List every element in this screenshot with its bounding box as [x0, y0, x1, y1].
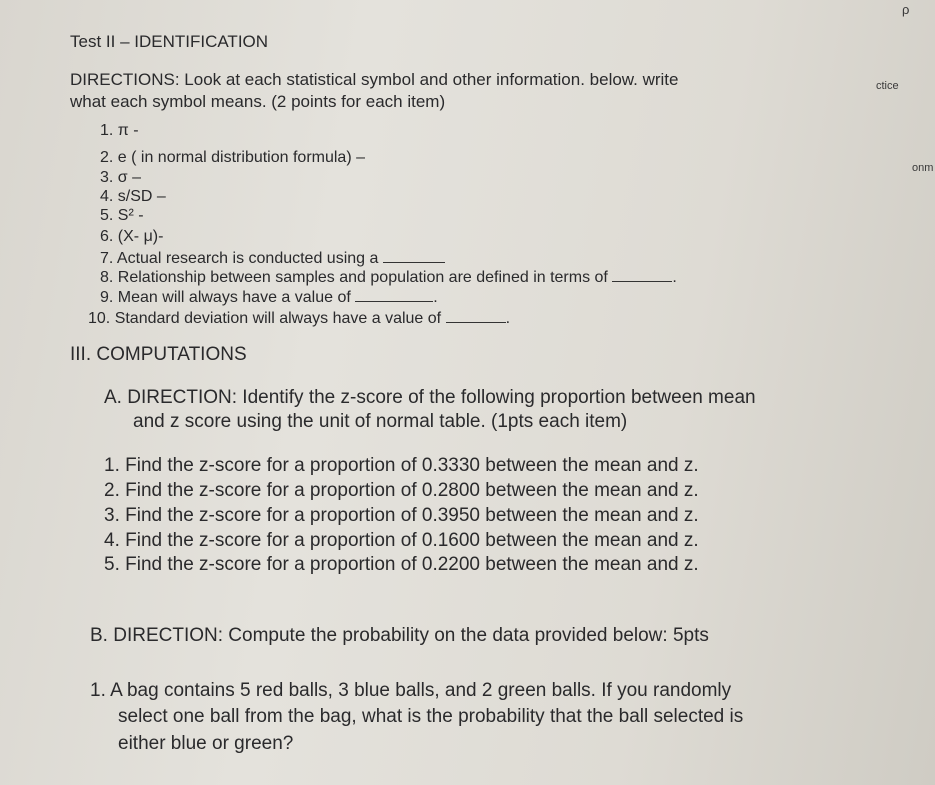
- sectionB-direction: B. DIRECTION: Compute the probability on the data provided below: 5pts: [90, 625, 709, 646]
- sectionA-item-3: 3. Find the z-score for a proportion of 0.3950 between the mean and z.: [104, 505, 699, 526]
- answer-blank-10[interactable]: [446, 310, 506, 323]
- test2-item-6: 6. (X- μ)-: [100, 228, 164, 245]
- test2-item-8-text: 8. Relationship between samples and population are defined in terms of: [100, 269, 608, 286]
- test3-heading: III. COMPUTATIONS: [70, 344, 247, 365]
- test2-item-8: [100, 269, 677, 287]
- sectionA-direction-line1: A. DIRECTION: Identify the z-score of the following proportion between mean: [104, 387, 756, 408]
- test2-item-8-period: .: [672, 269, 677, 286]
- margin-fragment-rho: ρ: [902, 2, 910, 17]
- sectionB-question-1-line2: select one ball from the bag, what is the probability that the ball selected is: [118, 706, 744, 727]
- test2-item-7-text: 7. Actual research is conducted using a: [100, 250, 379, 267]
- test2-item-10-period: .: [505, 310, 511, 327]
- test2-heading: Test II – IDENTIFICATION: [70, 32, 269, 51]
- test2-item-10: [88, 310, 510, 328]
- test2-item-5: 5. S² -: [100, 207, 144, 224]
- sectionA-item-1: 1. Find the z-score for a proportion of 0.3330 between the mean and z.: [104, 455, 699, 476]
- test2-item-10-text: 10. Standard deviation will always have a value of: [88, 310, 442, 327]
- test2-item-9-text: 9. Mean will always have a value of: [100, 289, 351, 306]
- answer-blank-9[interactable]: [355, 289, 433, 302]
- sectionA-direction-line2: and z score using the unit of normal table. (1pts each item): [133, 411, 628, 432]
- sectionB-question-1-line3: either blue or green?: [118, 733, 294, 754]
- test2-item-9-period: .: [433, 289, 438, 306]
- test2-directions-line1: DIRECTIONS: Look at each statistical symbol and other information. below. write: [70, 70, 679, 89]
- test2-item-3: 3. σ –: [100, 169, 142, 186]
- test2-directions-line2: what each symbol means. (2 points for each item): [70, 92, 446, 111]
- test2-item-1: 1. π -: [100, 122, 139, 139]
- margin-fragment-onm: onm: [912, 162, 934, 174]
- answer-blank-7[interactable]: [383, 250, 445, 263]
- test2-item-7: [100, 250, 445, 268]
- margin-fragment-ctice: ctice: [876, 80, 899, 92]
- test2-item-9: [100, 289, 438, 307]
- test2-item-2: 2. e ( in normal distribution formula) –: [100, 149, 365, 166]
- sectionA-item-2: 2. Find the z-score for a proportion of 0.2800 between the mean and z.: [104, 480, 699, 501]
- answer-blank-8[interactable]: [612, 269, 672, 282]
- sectionA-item-4: 4. Find the z-score for a proportion of 0.1600 between the mean and z.: [104, 530, 699, 551]
- sectionA-item-5: 5. Find the z-score for a proportion of 0.2200 between the mean and z.: [104, 554, 699, 575]
- sectionB-question-1-line1: 1. A bag contains 5 red balls, 3 blue balls, and 2 green balls. If you randomly: [90, 680, 732, 701]
- test2-item-4: 4. s/SD –: [100, 188, 166, 205]
